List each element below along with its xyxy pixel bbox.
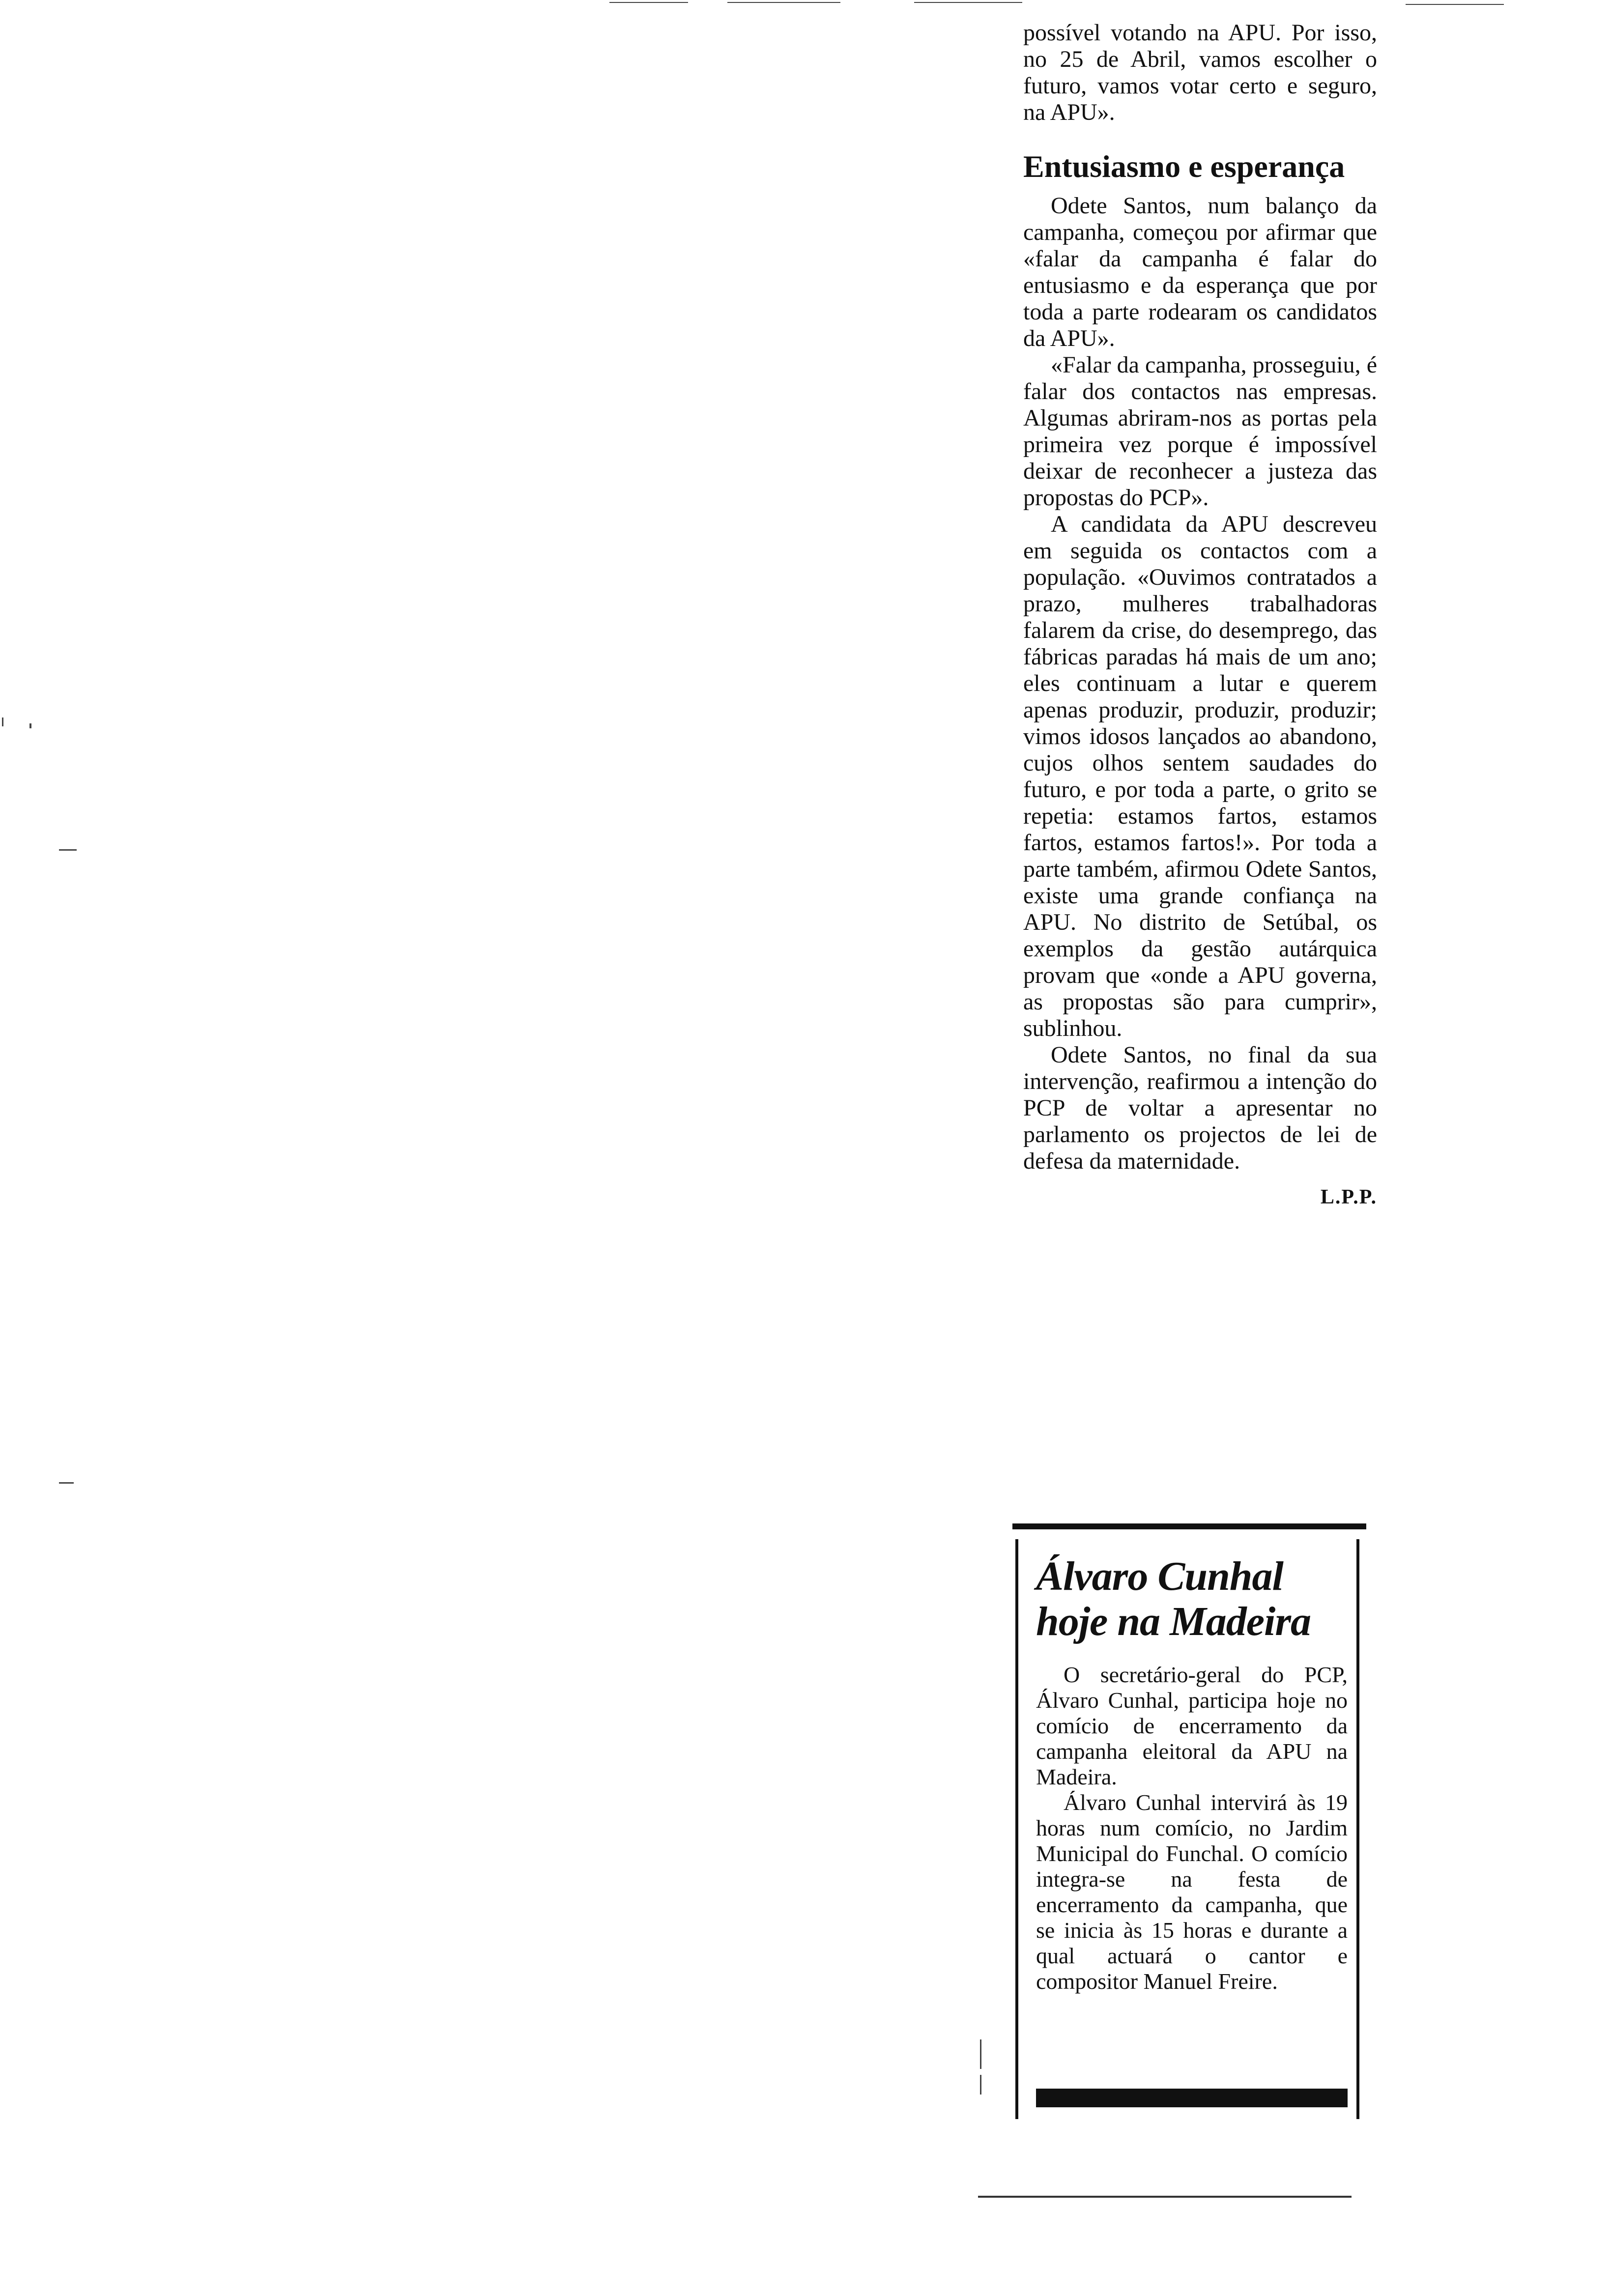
- scan-mark-left-3: [59, 849, 77, 851]
- scan-mark-top-4: [1406, 4, 1504, 5]
- news-box: [1015, 1539, 1359, 2119]
- article-paragraph: «Falar da campanha, prosseguiu, é falar dos contactos nas empresas. Algumas abriram-nos as portas pela primeira vez porque é impossível deixar de reconhecer a justeza das propostas do PCP».: [1023, 352, 1377, 511]
- article-byline: L.P.P.: [1320, 1186, 1377, 1208]
- scan-mark-top-2: [727, 2, 840, 3]
- box-top-rule: [1012, 1523, 1366, 1529]
- article-opening-paragraph: possível votando na APU. Por isso, no 25 de Abril, vamos escolher o futuro, vamos votar certo e seguro, na APU».: [1023, 20, 1377, 125]
- box-headline: Álvaro Cunhal hoje na Madeira: [1036, 1553, 1311, 1644]
- article-subheading: Entusiasmo e esperança: [1023, 149, 1345, 184]
- scan-mark-left-4: [59, 1482, 74, 1484]
- box-paragraph: Álvaro Cunhal intervirá às 19 horas num comício, no Jardim Municipal do Funchal. O comício integra-se na festa de encerramento da campanha, que se inicia às 15 horas e durante a qual actuará o cantor e compositor Manuel Freire.: [1036, 1790, 1348, 1994]
- scan-mark-left-2: [29, 723, 31, 728]
- scan-mark-left-6: [980, 2075, 981, 2095]
- box-bottom-bar: [1036, 2089, 1348, 2107]
- end-rule: [978, 2196, 1352, 2198]
- article-paragraph: Odete Santos, no final da sua intervenção, reafirmou a intenção do PCP de voltar a apresentar no parlamento os projectos de lei de defesa da maternidade.: [1023, 1042, 1377, 1174]
- scan-mark-top-3: [914, 2, 1022, 3]
- scan-mark-left-1: [2, 718, 3, 726]
- scan-mark-top-1: [609, 2, 688, 3]
- article-paragraph: A candidata da APU descreveu em seguida os contactos com a população. «Ouvimos contratados a prazo, mulheres trabalhadoras falarem da crise, do desemprego, das fábricas paradas há mais de um ano; eles continuam a lutar e querem apenas produzir, produzir, produzir; vimos idosos lançados ao abandono, cujos olhos sentem saudades do futuro, e por toda a parte, o grito se repetia: estamos fartos, estamos fartos, estamos fartos!». Por toda a parte também, afirmou Odete Santos, existe uma grande confiança na APU. No distrito de Setúbal, os exemplos da gestão autárquica provam que «onde a APU governa, as propostas são para cumprir», sublinhou.: [1023, 511, 1377, 1041]
- box-paragraph: O secretário-geral do PCP, Álvaro Cunhal, participa hoje no comício de encerramento da campanha eleitoral da APU na Madeira.: [1036, 1662, 1348, 1789]
- article-column: [1023, 20, 1377, 1209]
- article-paragraph: Odete Santos, num balanço da campanha, começou por afirmar que «falar da campanha é falar do entusiasmo e da esperança que por toda a parte rodearam os candidatos da APU».: [1023, 193, 1377, 351]
- scan-mark-left-5: [980, 2039, 981, 2069]
